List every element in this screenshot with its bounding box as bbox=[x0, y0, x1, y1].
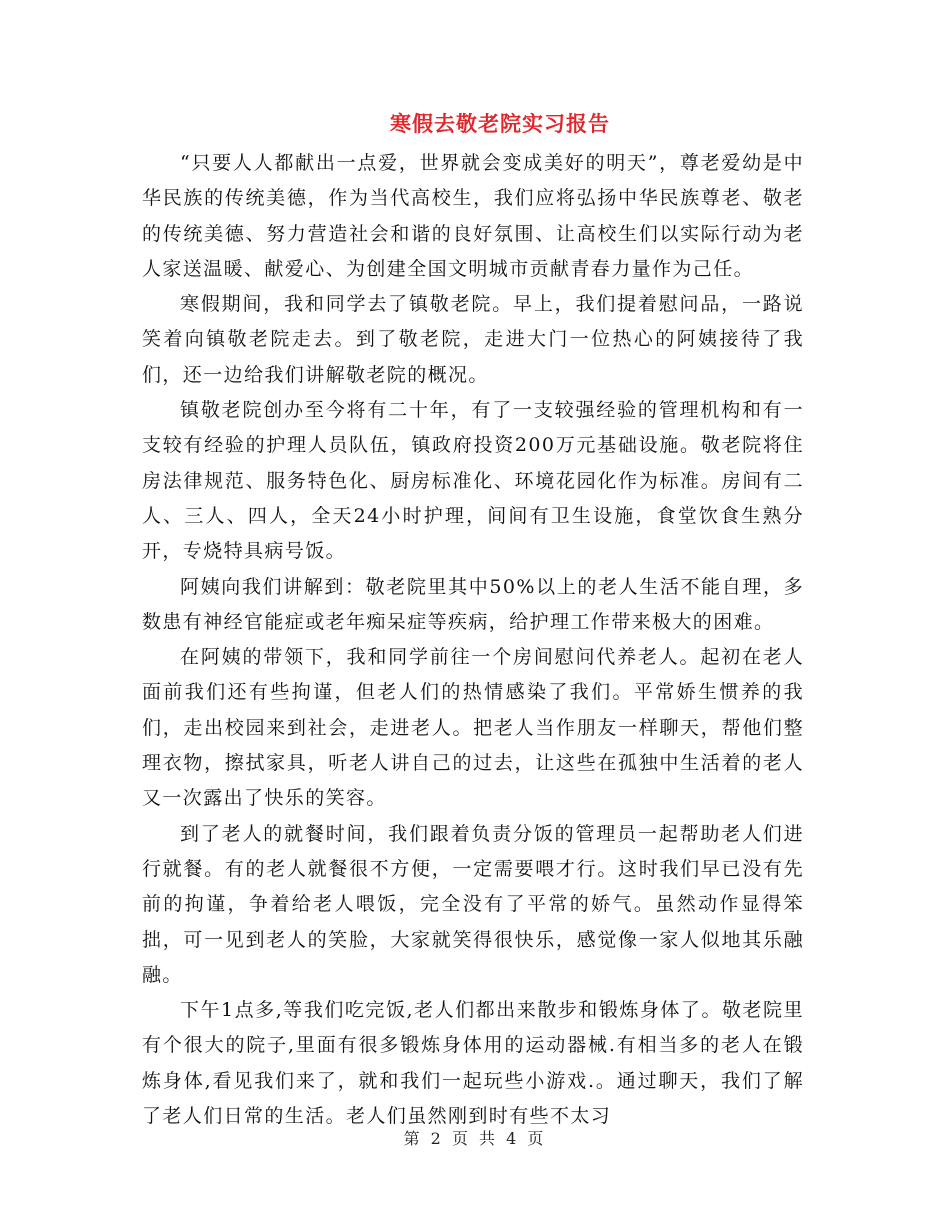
paragraph: 在阿姨的带领下，我和同学前往一个房间慰问代养老人。起初在老人面前我们还有些拘谨，但老人们的热情感染了我们。平常娇生惯养的我们，走出校园来到社会，走进老人。把老人当作朋友一样聊天，帮他们整理衣物，擦拭家具，听老人讲自己的过去，让这些在孤独中生活着的老人又一次露出了快乐的笑容。 bbox=[142, 646, 804, 810]
page-number-footer: 第 2 页 共 4 页 bbox=[403, 1129, 547, 1148]
document-title: 寒假去敬老院实习报告 bbox=[390, 111, 610, 136]
document-body bbox=[142, 146, 804, 1134]
paragraph: 镇敬老院创办至今将有二十年，有了一支较强经验的管理机构和有一支较有经验的护理人员队伍，镇政府投资200万元基础设施。敬老院将住房法律规范、服务特色化、厨房标准化、环境花园化作为标准。房间有二人、三人、四人，全天24小时护理，间间有卫生设施，食堂饮食生熟分开，专烧特具病号饭。 bbox=[142, 399, 804, 563]
paragraph: 下午1点多,等我们吃完饭,老人们都出来散步和锻炼身体了。敬老院里有个很大的院子,里面有很多锻炼身体用的运动器械.有相当多的老人在锻炼身体,看见我们来了，就和我们一起玩些小游戏.。通过聊天，我们了解了老人们日常的生活。老人们虽然刚到时有些不太习 bbox=[142, 999, 804, 1128]
paragraph: 到了老人的就餐时间，我们跟着负责分饭的管理员一起帮助老人们进行就餐。有的老人就餐很不方便，一定需要喂才行。这时我们早已没有先前的拘谨，争着给老人喂饭，完全没有了平常的娇气。虽然动作显得笨拙，可一见到老人的笑脸，大家就笑得很快乐，感觉像一家人似地其乐融融。 bbox=[142, 822, 804, 986]
paragraph: “只要人人都献出一点爱，世界就会变成美好的明天”，尊老爱幼是中华民族的传统美德，作为当代高校生，我们应将弘扬中华民族尊老、敬老的传统美德、努力营造社会和谐的良好氛围、让高校生们以实际行动为老人家送温暖、献爱心、为创建全国文明城市贡献青春力量作为己任。 bbox=[142, 152, 804, 280]
paragraph: 寒假期间，我和同学去了镇敬老院。早上，我们提着慰问品，一路说笑着向镇敬老院走去。到了敬老院，走进大门一位热心的阿姨接待了我们，还一边给我们讲解敬老院的概况。 bbox=[142, 293, 804, 386]
paragraph: 阿姨向我们讲解到：敬老院里其中50%以上的老人生活不能自理，多数患有神经官能症或老年痴呆症等疾病，给护理工作带来极大的困难。 bbox=[142, 575, 804, 633]
